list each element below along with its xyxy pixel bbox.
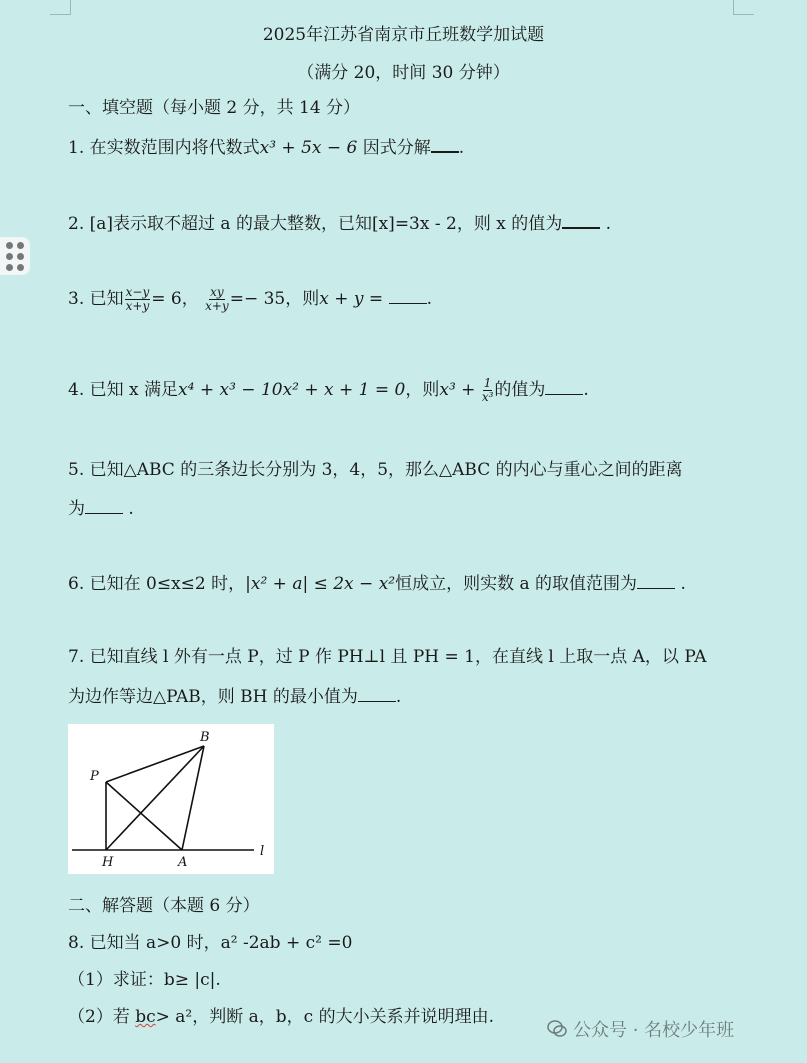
q1-text-post: 因式分解 <box>362 138 431 158</box>
wechat-icon <box>547 1019 567 1039</box>
label-H: H <box>102 855 114 870</box>
question-7-line-1: 7. 已知直线 l 外有一点 P，过 P 作 PH⊥l 且 PH = 1，在直线 l 上取一点 A，以 PA <box>68 647 707 667</box>
q7-answer-blank[interactable] <box>358 683 396 702</box>
page-corner-mark-left <box>50 0 71 15</box>
question-8-part-2: （2）若 bc> a²，判断 a，b，c 的大小关系并说明理由. <box>68 1007 494 1027</box>
q6-answer-blank[interactable] <box>637 570 675 589</box>
spellcheck-underlined-text: bc <box>135 1007 156 1027</box>
q3-fraction-2: $\frac{xy}{x+y}$ <box>205 285 229 313</box>
q1-answer-blank[interactable] <box>431 133 459 153</box>
q6-inequality: |x² + a| ≤ 2x − x² <box>245 574 396 594</box>
q3-answer-blank[interactable] <box>389 285 427 304</box>
question-8-line-1: 8. 已知当 a>0 时，a² -2ab + c² =0 <box>68 933 353 953</box>
label-P: P <box>90 769 99 784</box>
q2-answer-blank[interactable] <box>562 209 600 229</box>
label-A: A <box>178 855 188 870</box>
q4-fraction: $\frac{1}{\text{x³}}$ <box>481 376 494 404</box>
segment-BA <box>182 746 204 850</box>
page-corner-mark-right <box>733 0 754 15</box>
watermark <box>547 1016 734 1042</box>
question-5-line-1: 5. 已知△ABC 的三条边长分别为 3，4，5，那么△ABC 的内心与重心之间的距离 <box>68 460 683 480</box>
doc-title: 2025年江苏省南京市丘班数学加试题 <box>262 25 545 45</box>
q4-answer-blank[interactable] <box>545 376 583 395</box>
q5-answer-blank[interactable] <box>85 495 123 514</box>
q4-text: 4. 已知 x 满足 <box>68 380 179 400</box>
q3-text: 3. 已知 <box>68 289 124 309</box>
doc-subtitle: （满分 20，时间 30 分钟） <box>297 63 510 83</box>
question-2: 2. [a]表示取不超过 a 的最大整数，已知[x]=3x - 2，则 x 的值为 . <box>68 209 611 236</box>
segment-PA <box>106 782 182 850</box>
q3-expression: x + y <box>319 289 364 309</box>
q4-equation: x⁴ + x³ − 10x² + x + 1 = 0 <box>178 380 406 400</box>
question-7-line-2: 为边作等边△PAB，则 BH 的最小值为 . <box>68 683 401 709</box>
q1-text: 1. 在实数范围内将代数式 <box>68 138 260 158</box>
label-l: l <box>260 844 265 859</box>
section-answer-heading: 二、解答题（本题 6 分） <box>68 896 260 916</box>
question-1: 1. 在实数范围内将代数式x³ + 5x − 6 因式分解 . <box>68 133 464 160</box>
question-5-line-2: 为 . <box>68 495 134 521</box>
question-4: 4. 已知 x 满足x⁴ + x³ − 10x² + x + 1 = 0，则x³ + $\frac{1}{\text{x³}}$ 的值为 . <box>68 376 589 404</box>
segment-HB <box>106 746 204 850</box>
geometry-figure <box>68 724 274 874</box>
segment-PB <box>106 746 204 782</box>
q1-expression: x³ + 5x − 6 <box>259 138 358 158</box>
question-6: 6. 已知在 0≤x≤2 时，|x² + a| ≤ 2x − x²恒成立，则实数 a 的取值范围为 . <box>68 570 686 596</box>
drag-handle-icon[interactable] <box>0 237 30 275</box>
watermark-text: 公众号 · 名校少年班 <box>573 1020 735 1041</box>
label-B: B <box>200 730 210 745</box>
q6-text: 6. 已知在 0≤x≤2 时， <box>68 574 246 594</box>
q3-fraction-1: $\frac{x-y}{x+y}$ <box>125 285 150 313</box>
triangle-diagram <box>68 724 274 874</box>
section-fill-blank-heading: 一、填空题（每小题 2 分，共 14 分） <box>68 98 361 118</box>
question-8-part-1: （1）求证：b≥ |c|. <box>68 970 221 990</box>
q2-text: 2. [a]表示取不超过 a 的最大整数，已知[x]=3x - 2，则 x 的值为 <box>68 214 563 234</box>
question-3: 3. 已知 $\frac{x-y}{x+y}$ = 6， $\frac{xy}{x+y}$ =− 35，则x + y = . <box>68 285 432 313</box>
